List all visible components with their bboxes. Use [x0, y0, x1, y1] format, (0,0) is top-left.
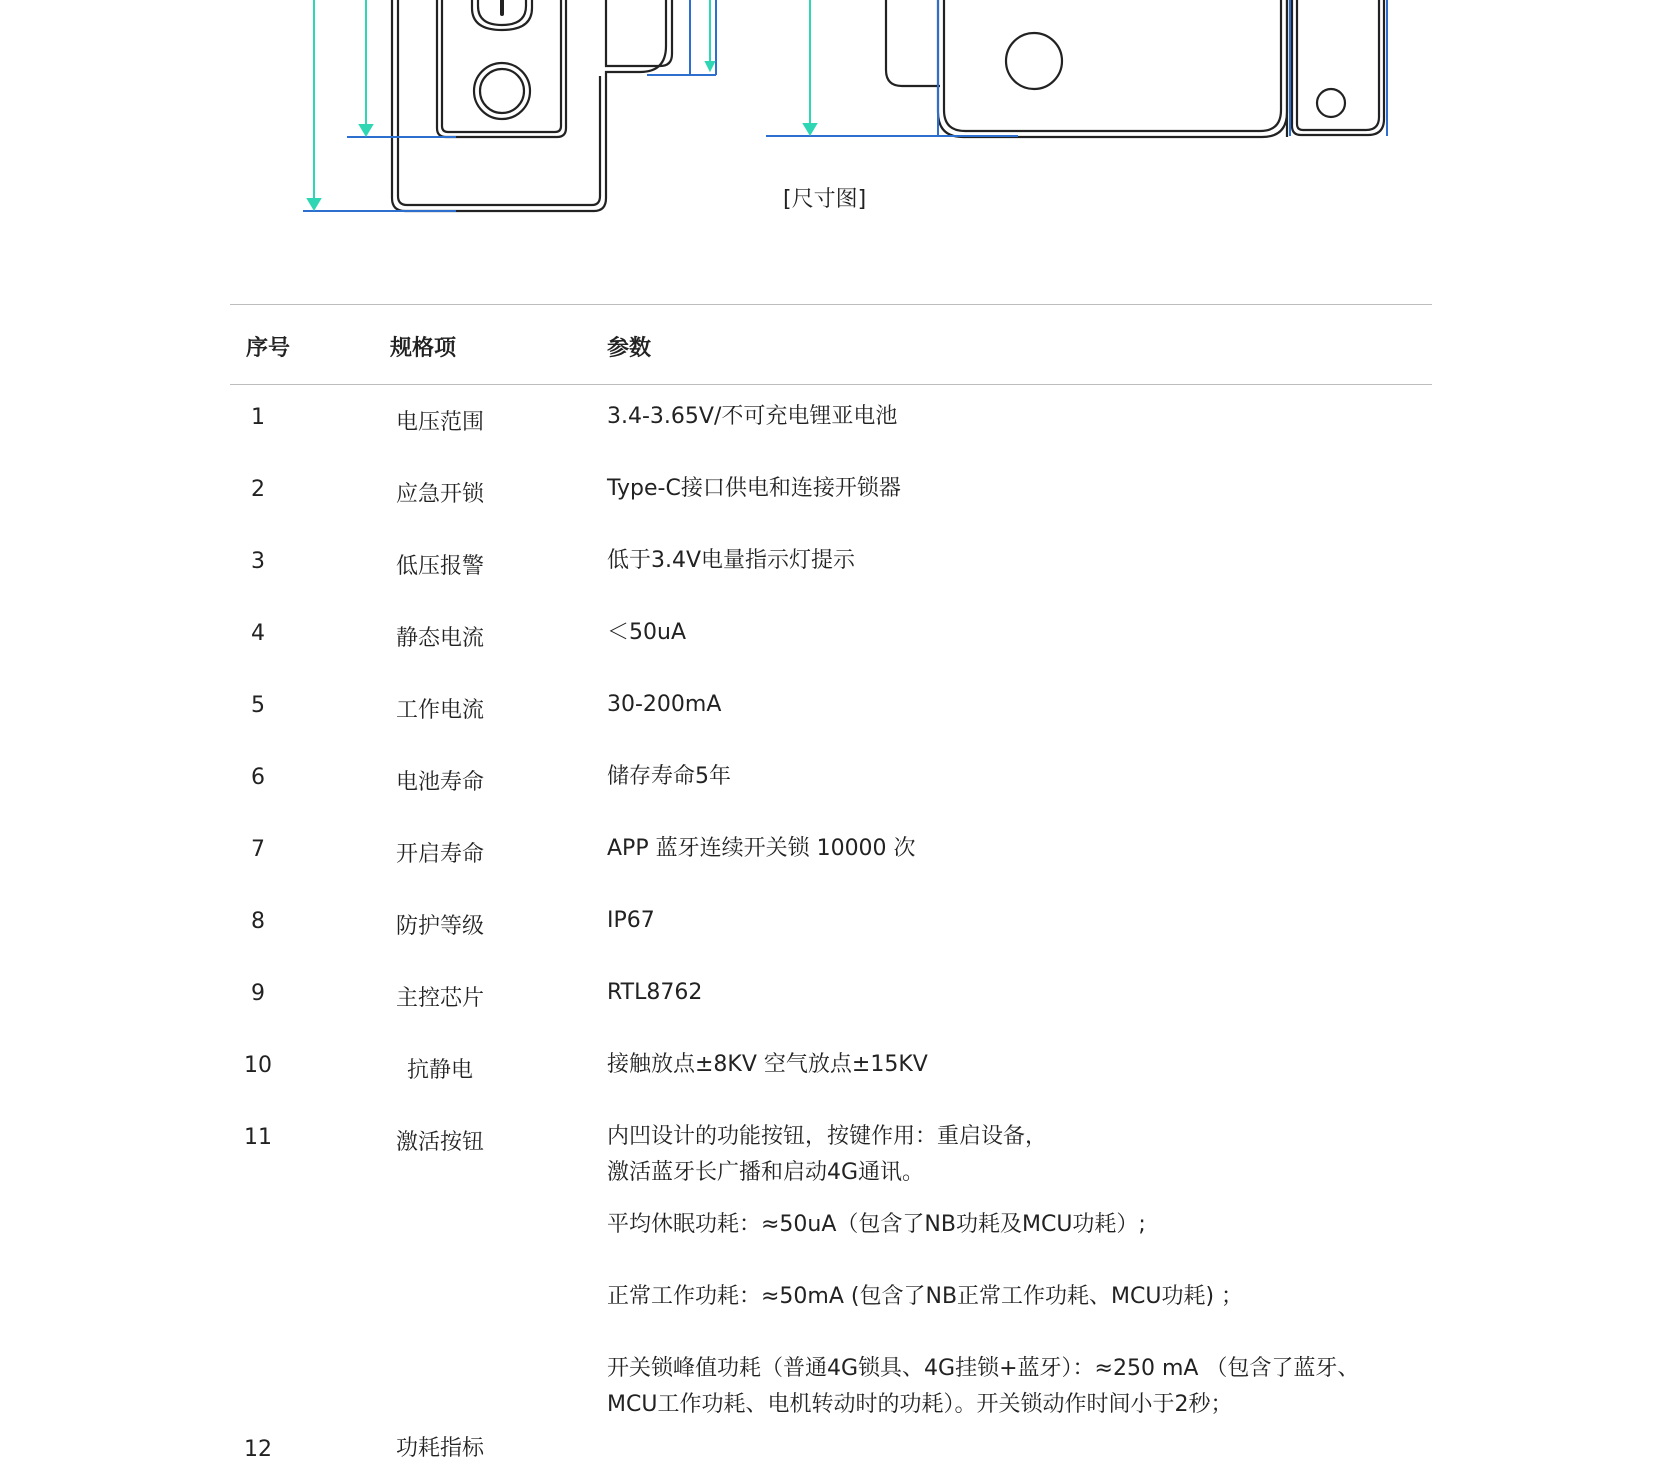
cell-item: 激活按钮	[395, 1130, 484, 1155]
param-line: 低于3.4V电量指示灯提示	[607, 548, 856, 573]
table-row	[230, 1105, 1432, 1211]
cell-param	[607, 471, 1427, 507]
table-row	[230, 889, 1432, 961]
cell-item: 静态电流	[395, 626, 484, 651]
param-line: 开关锁峰值功耗（普通4G锁具、4G挂锁+蓝牙）：≈250 mA （包含了蓝牙、	[607, 1356, 1360, 1381]
cell-no: 10	[244, 1053, 272, 1078]
param-line: 30-200mA	[607, 692, 722, 717]
cell-param	[607, 1047, 1427, 1083]
diagram-caption: [尺寸图]	[783, 187, 867, 212]
cell-param	[607, 1207, 1427, 1423]
cell-param	[607, 831, 1427, 867]
param-line: APP 蓝牙连续开关锁 10000 次	[607, 836, 916, 861]
cell-item: 功耗指标	[395, 1436, 484, 1461]
keyhole-icon	[472, 0, 532, 30]
cell-no: 3	[251, 549, 265, 574]
cell-param	[607, 903, 1427, 939]
table-body	[230, 385, 1432, 1462]
cell-item: 开启寿命	[395, 842, 484, 867]
cell-no: 1	[251, 405, 265, 430]
cell-param	[607, 543, 1427, 579]
cell-item: 电池寿命	[395, 770, 484, 795]
cell-no: 11	[244, 1125, 272, 1150]
param-line: RTL8762	[607, 980, 703, 1005]
cell-item: 应急开锁	[395, 482, 484, 507]
param-line: 储存寿命5年	[607, 764, 731, 789]
table-row	[230, 385, 1432, 457]
param-line: 3.4-3.65V/不可充电锂亚电池	[607, 404, 898, 429]
table-row	[230, 601, 1432, 673]
cell-param	[607, 975, 1427, 1011]
cell-item: 防护等级	[395, 914, 484, 939]
table-row	[230, 1211, 1432, 1462]
cell-no: 9	[251, 981, 265, 1006]
header-no: 序号	[246, 336, 291, 361]
cell-item: 工作电流	[395, 698, 484, 723]
cell-param	[607, 615, 1427, 651]
param-spacer	[607, 1315, 1427, 1351]
cell-item: 主控芯片	[395, 986, 484, 1011]
param-line: IP67	[607, 908, 655, 933]
cell-param	[607, 687, 1427, 723]
table-row	[230, 745, 1432, 817]
table-row	[230, 529, 1432, 601]
param-line: 正常工作功耗：≈50mA (包含了NB正常工作功耗、MCU功耗) ；	[607, 1284, 1244, 1309]
param-line: Type-C接口供电和连接开锁器	[607, 476, 901, 501]
cell-no: 5	[251, 693, 265, 718]
cell-no: 8	[251, 909, 265, 934]
spec-table	[230, 304, 1432, 1462]
param-line: MCU工作功耗、电机转动时的功耗）。开关锁动作时间小于2秒；	[607, 1392, 1233, 1417]
table-row	[230, 457, 1432, 529]
param-line: 激活蓝牙长广播和启动4G通讯。	[607, 1160, 925, 1185]
cell-no: 12	[244, 1437, 272, 1462]
cell-no: 4	[251, 621, 265, 646]
param-spacer	[607, 1243, 1427, 1279]
param-line: 内凹设计的功能按钮，按键作用：重启设备，	[607, 1124, 1048, 1149]
cell-param	[607, 399, 1427, 435]
cell-param	[607, 1119, 1427, 1191]
param-line: ＜50uA	[607, 620, 686, 645]
cell-no: 2	[251, 477, 265, 502]
table-row	[230, 817, 1432, 889]
table-header	[230, 305, 1432, 385]
table-row	[230, 673, 1432, 745]
cell-item: 电压范围	[395, 410, 484, 435]
table-row	[230, 961, 1432, 1033]
table-row	[230, 1033, 1432, 1105]
mounting-hole-icon	[1006, 33, 1345, 117]
cell-item: 低压报警	[395, 554, 484, 579]
param-line: 接触放点±8KV 空气放点±15KV	[607, 1052, 928, 1077]
cell-no: 7	[251, 837, 265, 862]
cell-item: 抗静电	[406, 1058, 473, 1083]
cell-no: 6	[251, 765, 265, 790]
param-line: 平均休眠功耗：≈50uA（包含了NB功耗及MCU功耗）;	[607, 1212, 1146, 1237]
cell-param	[607, 759, 1427, 795]
button-circle-icon	[474, 63, 530, 119]
header-item: 规格项	[390, 336, 457, 361]
header-param: 参数	[607, 336, 652, 361]
